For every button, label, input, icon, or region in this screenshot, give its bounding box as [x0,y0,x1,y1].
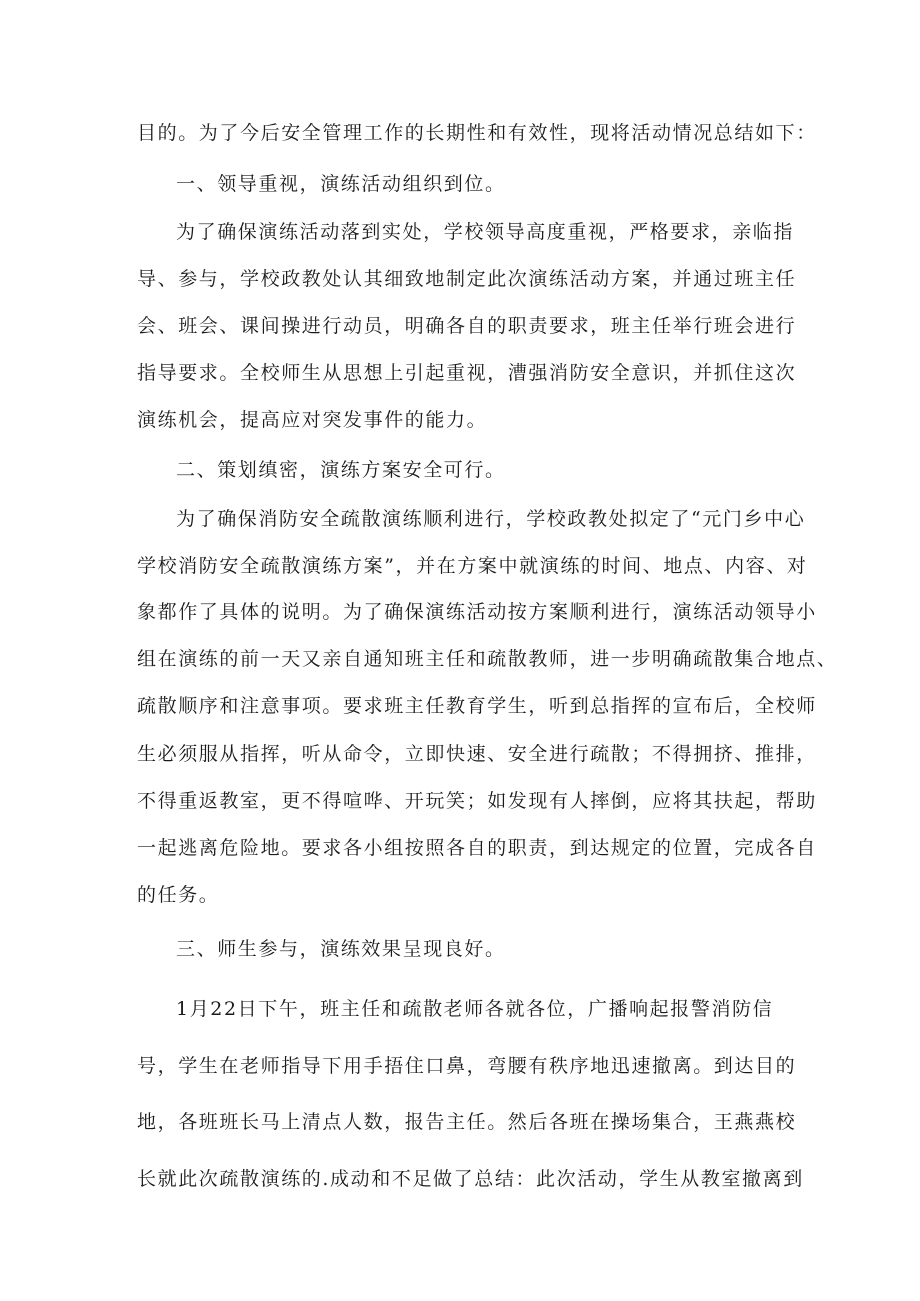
text-line: 1月22日下午，班主任和疏散老师各就各位，广播响起报警消防信 [176,998,774,1020]
text-line: 学校消防安全疏散演练方案”，并在方案中就演练的时间、地点、内容、对 [137,555,808,577]
section-heading-2: 二、策划缜密，演练方案安全可行。 [176,459,506,481]
text-line: 生必须服从指挥，听从命令，立即快速、安全进行疏散；不得拥挤、推排， [137,743,817,765]
text-line: 指导要求。全校师生从思想上引起重视，漕强消防安全意识，并抓住这次 [137,362,797,384]
text-line: 会、班会、课间操进行动员，明确各自的职责要求，班主任举行班会进行 [137,315,797,337]
text-line: 为了确保消防安全疏散演练顺利进行，学校政教处拟定了“元门乡中心 [176,508,806,530]
text-line: 地，各班班长马上清点人数，报告主任。然后各班在操场集合，王燕燕校 [137,1111,797,1133]
text-line: 疏散顺序和注意事项。要求班主任教育学生，听到总指挥的宣布后，全校师 [137,695,817,717]
text-line: 导、参与，学校政教处认其细致地制定此次演练活动方案，并通过班主任 [137,268,797,290]
text-line: 的任务。 [137,884,220,906]
text-line: 一起逃离危险地。要求各小组按照各自的职责，到达规定的位置，完成各自 [137,837,817,859]
section-heading-3: 三、师生参与，演练效果呈现良好。 [176,938,506,960]
text-line: 演练机会，提高应对突发事件的能力。 [137,409,488,431]
text-line: 象都作了具体的说明。为了确保演练活动按方案顺利进行，演练活动领导小 [137,601,817,623]
text-line: 不得重返教室，更不得喧哗、开玩笑；如发现有人摔倒，应将其扶起，帮助 [137,790,817,812]
text-line: 组在演练的前一天又亲自通知班主任和疏散教师，进一步明确疏散集合地点、 [137,648,838,670]
text-line: 长就此次疏散演练的.成动和不足做了总结：此次活动，学生从教室撤离到 [137,1168,804,1190]
text-line: 为了确保演练活动落到实处，学校领导高度重视，严格要求，亲临指 [176,221,795,243]
text-line: 号，学生在老师指导下用手捂住口鼻，弯腰有秩序地迅速撤离。到达目的 [137,1055,797,1077]
text-line: 目的。为了今后安全管理工作的长期性和有效性，现将活动情况总结如下： [137,122,817,144]
section-heading-1: 一、领导重视，演练活动组织到位。 [176,173,506,195]
